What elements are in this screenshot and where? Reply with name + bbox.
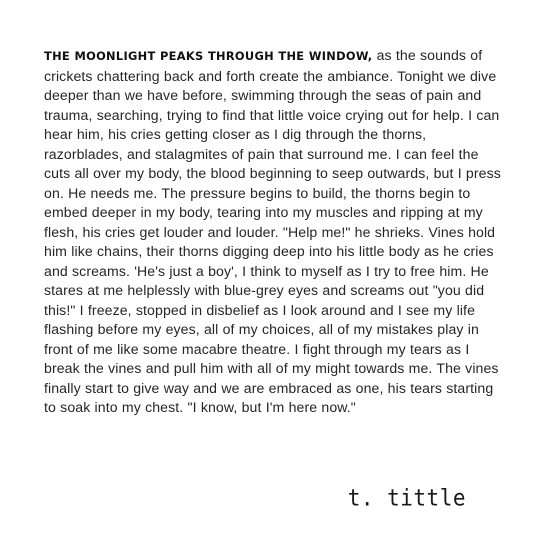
story-lead-in: THE MOONLIGHT PEAKS THROUGH THE WINDOW, bbox=[44, 49, 373, 63]
author-signature: t. tittle bbox=[347, 484, 466, 511]
story-paragraph bbox=[44, 46, 502, 418]
story-body: as the sounds of crickets chattering back and forth create the ambiance. Tonight we dive deeper than we have before, swimming through the seas of pain and trauma, searching, trying to find that little voice crying out for help. I can hear him, his cries getting closer as I dig through the thorns, razorblades, and stalagmites of pain that surround me. I can feel the cuts all over my body, the blood beginning to seep outwards, but I press on. He needs me. The pressure begins to build, the thorns begin to embed deeper in my body, tearing into my muscles and ripping at my flesh, his cries get louder and louder. "Help me!" he shrieks. Vines hold him like chains, their thorns digging deep into his little body as he cries and screams. 'He's just a boy', I think to myself as I try to free him. He stares at me helplessly with blue-grey eyes and screams out "you did this!" I freeze, stopped in disbelief as I look around and I see my life flashing before my eyes, all of my choices, all of my mistakes play in front of me like some macabre theatre. I fight through my tears as I break the vines and pull him with all of my might towards me. The vines finally start to give way and we are embraced as one, his tears starting to soak into my chest. "I know, but I'm here now." bbox=[44, 47, 501, 415]
